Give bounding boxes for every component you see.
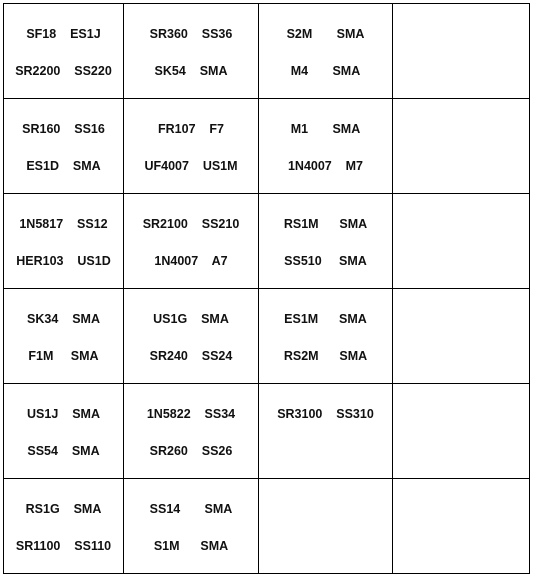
table-cell — [4, 4, 124, 99]
cell-line-1: SS14 SMA — [149, 502, 233, 516]
table-row — [4, 479, 530, 574]
cell-line-2: UF4007 US1M — [144, 159, 238, 173]
cell-line-1: SR360 SS36 — [149, 27, 233, 41]
cell-line-1: ES1M SMA — [284, 312, 367, 326]
cell-line-2: SR260 SS26 — [149, 444, 233, 458]
table-cell — [124, 384, 259, 479]
cell-line-2: F1M SMA — [28, 349, 99, 363]
table-cell-empty — [393, 99, 530, 194]
cell-line-2: 1N4007 M7 — [287, 159, 364, 173]
table-cell — [124, 4, 259, 99]
cell-line-2: SK54 SMA — [154, 64, 228, 78]
table-row — [4, 289, 530, 384]
cell-line-1: RS1G SMA — [25, 502, 102, 516]
table-row — [4, 384, 530, 479]
cell-line-2: RS2M SMA — [283, 349, 368, 363]
table-cell — [4, 384, 124, 479]
part-number-table — [3, 3, 530, 574]
table-cell-empty — [259, 479, 393, 574]
cell-line-2: SS510 SMA — [284, 254, 367, 268]
cell-line-1: FR107 F7 — [158, 122, 224, 136]
table-cell-empty — [393, 289, 530, 384]
cell-line-2: SR2200 SS220 — [15, 64, 112, 78]
cell-line-2: M4 SMA — [290, 64, 361, 78]
cell-line-1: M1 SMA — [290, 122, 361, 136]
table-cell — [124, 479, 259, 574]
cell-line-2: SR240 SS24 — [149, 349, 233, 363]
cell-line-1: RS1M SMA — [283, 217, 368, 231]
cell-line-1: 1N5817 SS12 — [19, 217, 108, 231]
cell-line-2: SR1100 SS110 — [15, 539, 112, 553]
table-row — [4, 99, 530, 194]
table-cell — [4, 194, 124, 289]
table-cell — [4, 289, 124, 384]
table-row — [4, 194, 530, 289]
cell-line-1: SK34 SMA — [27, 312, 100, 326]
cell-line-1: US1J SMA — [27, 407, 100, 421]
cell-line-1: 1N5822 SS34 — [146, 407, 236, 421]
cell-line-2: SS54 SMA — [27, 444, 100, 458]
table-cell — [259, 4, 393, 99]
table-cell — [259, 99, 393, 194]
cell-line-1: SR2100 SS210 — [142, 217, 240, 231]
cell-line-2: ES1D SMA — [26, 159, 101, 173]
table-cell-empty — [393, 4, 530, 99]
table-cell — [259, 289, 393, 384]
cell-line-1: SR160 SS16 — [22, 122, 105, 136]
cell-line-1: US1G SMA — [153, 312, 229, 326]
cell-line-2: HER103 US1D — [16, 254, 111, 268]
table-cell — [259, 384, 393, 479]
table-row — [4, 4, 530, 99]
cell-line-2: S1M SMA — [153, 539, 229, 553]
cell-line-1: S2M SMA — [286, 27, 365, 41]
table-cell — [124, 289, 259, 384]
cell-line-1: SR3100 SS310 — [277, 407, 374, 421]
table-cell — [124, 194, 259, 289]
table-cell — [124, 99, 259, 194]
table-cell-empty — [393, 384, 530, 479]
cell-line-2: 1N4007 A7 — [154, 254, 228, 268]
cell-line-1: SF18 ES1J — [26, 27, 101, 41]
table-cell — [259, 194, 393, 289]
table-cell-empty — [393, 479, 530, 574]
table-cell — [4, 479, 124, 574]
table-cell-empty — [393, 194, 530, 289]
table-cell — [4, 99, 124, 194]
